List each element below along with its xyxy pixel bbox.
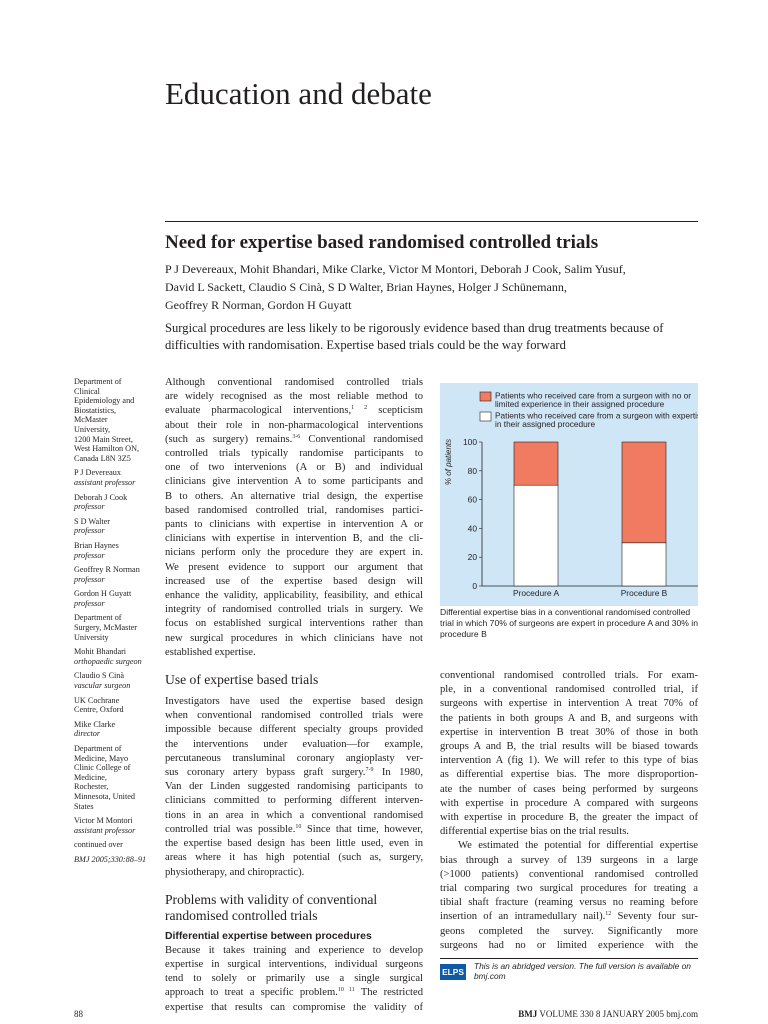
line-text: tend to solely or primarily use a single surgical	[165, 973, 423, 985]
line-text: Differential expertise between procedures	[165, 930, 372, 942]
affiliation-block	[74, 377, 154, 463]
affiliation-line: University	[74, 632, 109, 642]
figure-caption	[440, 607, 698, 640]
body-line	[165, 823, 423, 837]
affiliation-role: professor	[74, 502, 105, 512]
bar-segment	[514, 442, 558, 485]
line-text: Use of expertise based trials	[165, 672, 319, 688]
line-text: conventional randomised controlled trials. For exam-	[440, 670, 698, 681]
citation-ref: 10	[295, 823, 302, 830]
line-text: Seventy four sur-	[611, 911, 698, 923]
affiliation-line: Brian Haynes	[74, 540, 119, 550]
spacer	[165, 880, 423, 892]
body-line	[165, 603, 423, 617]
line-text: evaluate pharmacological interventions,	[165, 405, 352, 417]
y-tick-label: 60	[467, 494, 477, 505]
affiliation-line: Rochester,	[74, 782, 109, 792]
author-line: David L Sackett, Claudio S Cinà, S D Walter, Brian Haynes, Holger J Schünemann,	[165, 280, 567, 294]
line-text: Since that time, however,	[301, 823, 423, 835]
body-line	[440, 811, 698, 825]
body-line	[165, 866, 423, 880]
line-text: are widely recognised as the most reliable method to	[165, 391, 423, 403]
line-text: bias through a survey of 139 surgeons in a large	[440, 854, 698, 866]
line-text: physiotherapy, and chiropractic).	[165, 866, 305, 878]
affiliation-line: Biostatistics,	[74, 405, 117, 415]
elps-notice	[440, 958, 698, 985]
body-line	[440, 669, 698, 683]
body-line	[440, 740, 698, 754]
body-line	[165, 461, 423, 475]
y-tick-label: 100	[463, 437, 477, 447]
y-tick-label: 80	[467, 465, 477, 476]
body-line	[440, 754, 698, 768]
body-line	[440, 726, 698, 740]
body-line	[165, 589, 423, 603]
y-tick-label: 40	[467, 523, 477, 534]
line-text: focus on established surgical interventions rather than	[165, 618, 423, 630]
line-text: Conventional randomised	[300, 433, 423, 445]
affiliation-line: Deborah J Cook	[74, 492, 128, 502]
affiliation-role: professor	[74, 598, 105, 608]
body-line	[165, 518, 423, 532]
bar-segment	[622, 543, 666, 586]
line-text: (such as surgery) remains.	[165, 433, 293, 445]
line-text: Although conventional randomised controlled trials	[165, 377, 423, 388]
body-line	[165, 376, 423, 390]
x-tick-label: Procedure B	[620, 588, 668, 598]
line-text: Because it takes training and experience to develop	[165, 944, 423, 956]
article-title: Need for expertise based randomised controlled trials	[165, 232, 599, 253]
affiliation-line: States	[74, 801, 94, 811]
line-text: In 1980,	[373, 767, 423, 779]
body-line	[165, 632, 423, 646]
line-text: The restricted	[354, 987, 423, 999]
line-text: with expertise in procedure B, the greater the impact of	[440, 812, 698, 824]
body-line	[165, 546, 423, 560]
affiliation-line: West Hamilton ON,	[74, 444, 140, 454]
body-line	[440, 882, 698, 896]
line-text: sus coronary artery bypass graft surgery.	[165, 767, 366, 779]
standfirst-line: difficulties with randomisation. Expertise based trials could be the way forward	[165, 338, 566, 352]
elps-note	[474, 961, 698, 981]
body-line	[440, 825, 698, 839]
body-line	[440, 683, 698, 697]
body-column-right	[440, 669, 698, 953]
affiliation-line: 1200 Main Street,	[74, 434, 133, 444]
line-text: the expertise based design has been little used, even in	[165, 838, 423, 850]
affiliation-block	[74, 855, 154, 865]
line-text: We present evidence to support our argument that	[165, 561, 423, 573]
body-line	[440, 939, 698, 953]
body-line	[440, 868, 698, 882]
line-text: randomised controlled trials	[165, 907, 318, 923]
line-text: nicians perform only the procedure they are expert in.	[165, 547, 423, 559]
affiliation-line: Clinic College of	[74, 763, 131, 773]
line-text: based randomised controlled trial, randomises partici-	[165, 504, 423, 516]
line-text: integrity of randomised controlled trials in surgery. We	[165, 604, 423, 616]
body-line	[165, 944, 423, 958]
affiliation-line: Medicine,	[74, 772, 107, 782]
affiliation-line: continued over	[74, 840, 123, 850]
citation-ref: 1 2	[351, 405, 368, 412]
legend-swatch	[480, 412, 491, 421]
line-text: when conventional randomised controlled trials were	[165, 710, 423, 722]
affiliation-role: assistant professor	[74, 477, 136, 487]
author-list	[165, 260, 698, 314]
bar-chart	[440, 376, 698, 606]
caption-line: Differential expertise bias in a conventional randomised controlled	[440, 607, 691, 617]
affiliation-line: Mohit Bhandari	[74, 647, 127, 657]
bar-segment	[514, 485, 558, 586]
legend-entry: Patients who received care from a surgeon with expertise in their assigned procedure	[495, 410, 698, 429]
line-text: surgeons with expertise in intervention A treat 70% of	[440, 698, 698, 710]
affiliation-line: Victor M Montori	[74, 816, 133, 826]
body-line	[165, 809, 423, 823]
affiliation-block	[74, 468, 154, 487]
affiliation-role: professor	[74, 550, 105, 560]
body-line	[165, 490, 423, 504]
affiliation-line: Geoffrey R Norman	[74, 565, 140, 575]
line-text: We estimated the potential for differential expertise	[458, 840, 698, 852]
body-line	[440, 783, 698, 797]
line-text: with expertise in procedure A compared with surgeons	[440, 797, 698, 809]
line-text: expertise that results can compromise the validity of	[165, 1001, 423, 1013]
affiliation-block	[74, 613, 154, 642]
line-text: new surgical procedures in which clinicians have not	[165, 632, 423, 644]
affiliation-line: McMaster	[74, 415, 108, 425]
affiliation-block	[74, 517, 154, 536]
citation-ref: 3-6	[292, 433, 301, 440]
line-text: impossible because different specialty groups provided	[165, 724, 423, 736]
affiliation-line: Epidemiology and	[74, 396, 135, 406]
bar-segment	[622, 442, 666, 543]
y-tick-label: 0	[472, 581, 477, 591]
legend-swatch	[480, 392, 491, 401]
caption-line: procedure B	[440, 629, 487, 639]
body-line	[165, 433, 423, 447]
body-line	[440, 712, 698, 726]
affiliation-role: professor	[74, 526, 105, 536]
affiliation-block	[74, 720, 154, 739]
body-line	[165, 780, 423, 794]
line-text: approach to treat a specific problem.	[165, 987, 338, 999]
section-heading	[165, 672, 423, 688]
body-line	[165, 794, 423, 808]
line-text: tibial shaft fracture (reaming versus no reaming before	[440, 897, 698, 909]
affiliation-block	[74, 671, 154, 690]
caption-line: trial in which 70% of surgeons are expert in procedure A and 30% in	[440, 618, 698, 628]
affiliation-line: UK Cochrane	[74, 695, 120, 705]
line-text: differential expertise bias on the trial results.	[440, 826, 629, 838]
body-line	[440, 768, 698, 782]
line-text: as differential expertise bias. The more disproportion-	[440, 769, 698, 781]
journal-issue: VOLUME 330 8 JANUARY 2005 bmj.com	[537, 1009, 698, 1019]
affiliation-block	[74, 541, 154, 560]
body-line	[440, 797, 698, 811]
section-header: Education and debate	[165, 76, 432, 111]
line-text: clinicians committed to performing different interven-	[165, 795, 423, 807]
header-rule	[165, 221, 698, 222]
author-line: P J Devereaux, Mohit Bhandari, Mike Clarke, Victor M Montori, Deborah J Cook, Salim Yusuf,	[165, 262, 626, 276]
standfirst-line: Surgical procedures are less likely to be rigorously evidence based than drug treatments because of	[165, 321, 664, 335]
line-text: (>1000 patients) conventional randomised controlled	[440, 868, 698, 880]
affiliation-role: director	[74, 729, 101, 739]
line-text: areas where it has high potential (such as, surgery,	[165, 852, 423, 864]
affiliation-line: S D Walter	[74, 516, 111, 526]
page-number: 88	[74, 1009, 83, 1019]
affiliation-line: Department of	[74, 744, 122, 753]
author-line: Geoffrey R Norman, Gordon H Guyatt	[165, 298, 352, 312]
line-text: scepticism	[367, 405, 423, 417]
affiliation-block	[74, 493, 154, 512]
body-line	[165, 532, 423, 546]
line-text: one of two intervenions (A or B) and individual	[165, 462, 423, 474]
affiliation-block	[74, 840, 154, 850]
body-line	[165, 390, 423, 404]
body-line	[165, 617, 423, 631]
line-text: expertise in surgical interventions, individual surgeons	[165, 958, 423, 970]
citation-ref: 7-9	[365, 767, 374, 774]
affiliation-line: Gordon H Guyatt	[74, 589, 132, 599]
body-line	[165, 986, 423, 1000]
line-text: percutaneous transluminal coronary angioplasty ver-	[165, 752, 423, 764]
affiliation-line: Department of	[74, 377, 122, 386]
body-line	[165, 404, 423, 418]
line-text: the interventions under evaluation—for example,	[165, 738, 423, 750]
affiliation-line: Centre, Oxford	[74, 705, 124, 715]
citation-ref: 10 11	[337, 987, 355, 994]
body-line	[165, 646, 423, 660]
standfirst	[165, 320, 698, 354]
body-line	[165, 958, 423, 972]
affiliation-block	[74, 647, 154, 666]
body-line	[165, 738, 423, 752]
journal-name: BMJ	[518, 1009, 538, 1019]
body-line	[440, 925, 698, 939]
journal-footer	[460, 1009, 698, 1019]
body-line	[440, 910, 698, 924]
affiliation-line: Claudio S Cinà	[74, 671, 125, 681]
affiliation-line: Medicine, Mayo	[74, 753, 129, 763]
affiliation-role: assistant professor	[74, 825, 136, 835]
line-text: established expertise.	[165, 646, 256, 658]
body-line	[165, 709, 423, 723]
affiliation-line: Department of	[74, 613, 122, 623]
section-heading	[165, 892, 423, 908]
y-axis-label: % of patients	[444, 438, 453, 486]
affiliation-line: Minnesota, United	[74, 791, 135, 801]
body-line	[440, 697, 698, 711]
affiliation-line: Surgery, McMaster	[74, 623, 137, 633]
body-line	[440, 896, 698, 910]
body-line	[165, 1001, 423, 1015]
line-text: tions in an area in which a conventional randomised	[165, 809, 423, 821]
elps-note-line: bmj.com	[474, 971, 506, 981]
body-line	[165, 766, 423, 780]
affiliation-block	[74, 816, 154, 835]
body-line	[165, 851, 423, 865]
affiliation-line: BMJ 2005;330:88–91	[74, 854, 147, 864]
section-heading	[165, 908, 423, 924]
line-text: Investigators have used the expertise based design	[165, 696, 423, 708]
body-line	[165, 972, 423, 986]
line-text: pants to clinicians with expertise in intervention A or	[165, 519, 423, 531]
body-column-left	[165, 376, 423, 1015]
line-text: clinicians with expertise in intervention B, and the cli-	[165, 533, 423, 545]
body-line	[440, 839, 698, 853]
citation-ref: 12	[605, 911, 612, 918]
body-line	[440, 854, 698, 868]
line-text: groups A and B, the trial results will be biased towards	[440, 741, 698, 753]
body-line	[165, 475, 423, 489]
elps-note-line: This is an abridged version. The full version is available on	[474, 961, 691, 971]
affiliation-block	[74, 744, 154, 811]
body-line	[165, 504, 423, 518]
affiliation-line: P J Devereaux	[74, 468, 121, 478]
line-text: Van der Linden suggested randomising participants to	[165, 781, 423, 793]
affiliation-line: Canada L8N 3Z5	[74, 453, 131, 463]
line-text: expertise in intervention B treat 30% of those in both	[440, 726, 698, 738]
line-text: ple, in a conventional randomised controlled trial, if	[440, 684, 698, 696]
subsection-heading	[165, 930, 423, 944]
body-line	[165, 723, 423, 737]
body-line	[165, 752, 423, 766]
line-text: controlled trial was possible.	[165, 823, 296, 835]
line-text: trial comparing two surgical procedures for treating a	[440, 883, 698, 895]
line-text: geons completed the survey. Significantly more	[440, 925, 698, 937]
affiliation-block	[74, 565, 154, 584]
affiliations-sidebar	[74, 377, 154, 870]
line-text: enhance the validity, applicability, feasibility, and ethical	[165, 590, 423, 602]
affiliation-block	[74, 696, 154, 715]
body-line	[165, 695, 423, 709]
affiliation-block	[74, 589, 154, 608]
line-text: ate the number of cases being performed by surgeons	[440, 783, 698, 795]
spacer	[165, 688, 423, 695]
body-line	[165, 575, 423, 589]
elps-logo: ELPS	[440, 964, 466, 980]
line-text: controlled trials typically randomise participants to	[165, 448, 423, 460]
line-text: about their role in non-pharmacological interventions	[165, 419, 423, 431]
affiliation-role: orthopaedic surgeon	[74, 656, 142, 666]
line-text: increased use of the expertise based design will	[165, 575, 423, 587]
line-text: the patients in both groups A and B, and surgeons with	[440, 712, 698, 724]
affiliation-role: professor	[74, 574, 105, 584]
body-line	[165, 837, 423, 851]
y-tick-label: 20	[467, 552, 477, 563]
affiliation-line: Clinical	[74, 386, 100, 396]
line-text: clinicians give intervention A to some participants and	[165, 476, 423, 488]
line-text: intervention A (fig 1). We will refer to this type of bias	[440, 755, 698, 767]
line-text: surgeons had no or limited experience with the	[440, 939, 698, 951]
body-line	[165, 561, 423, 575]
line-text: B to others. An alternative trial design, the expertise	[165, 490, 423, 502]
body-line	[165, 419, 423, 433]
x-tick-label: Procedure A	[512, 588, 560, 598]
body-line	[165, 447, 423, 461]
spacer	[165, 660, 423, 672]
affiliation-line: Mike Clarke	[74, 719, 116, 729]
line-text: insertion of an intramedullary nail).	[440, 911, 606, 923]
legend-entry: Patients who received care from a surgeon with no or limited experience in their assigned procedure	[495, 390, 691, 409]
affiliation-line: University,	[74, 424, 111, 434]
affiliation-role: vascular surgeon	[74, 681, 131, 691]
line-text: Problems with validity of conventional	[165, 891, 378, 907]
